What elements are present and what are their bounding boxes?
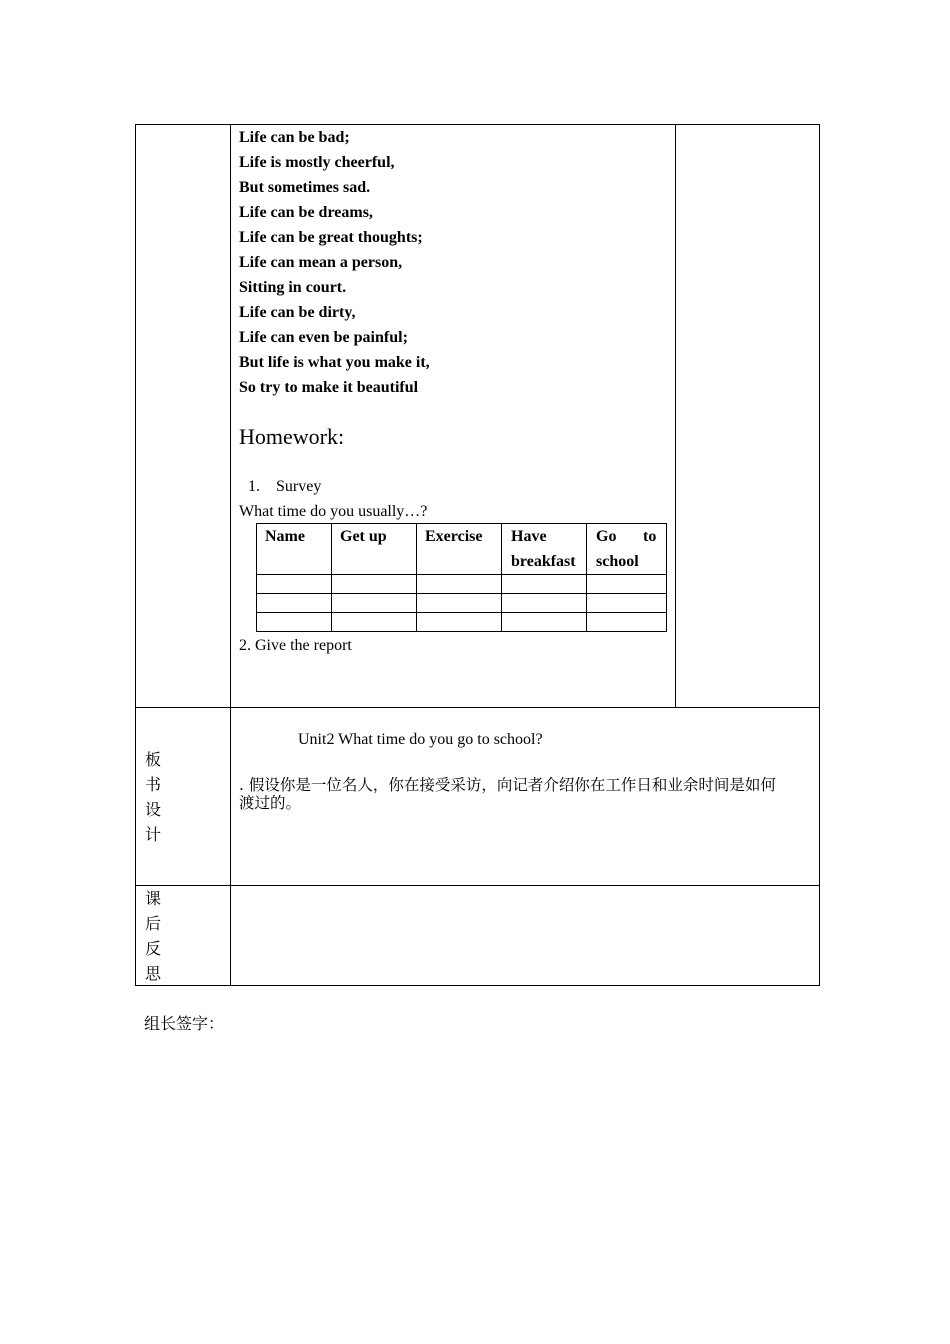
homework-item-survey: Survey — [276, 478, 322, 495]
table-column-divider — [230, 124, 231, 986]
survey-header-have-breakfast-line2: breakfast — [511, 553, 576, 570]
survey-header-have-breakfast-line1: Have — [511, 528, 547, 545]
survey-table-border-right — [666, 523, 667, 632]
table-border-bottom — [135, 985, 820, 986]
survey-header-to: to — [643, 528, 657, 545]
survey-header-name: Name — [265, 528, 305, 545]
poem-line: Life can be dirty, — [239, 304, 356, 321]
label-char: 板 — [145, 750, 162, 769]
poem-line: Life can be dreams, — [239, 204, 373, 221]
survey-table-col-divider — [586, 523, 587, 632]
table-divider-2 — [135, 885, 820, 886]
poem-line: Life can even be painful; — [239, 329, 408, 346]
poem-line: Life is mostly cheerful, — [239, 154, 395, 171]
survey-table-row-divider — [256, 612, 667, 613]
survey-table-col-divider — [501, 523, 502, 632]
survey-table-col-divider — [416, 523, 417, 632]
label-char: 书 — [145, 775, 162, 794]
table-border-right — [819, 124, 820, 986]
table-border-left — [135, 124, 136, 986]
survey-header-go: Go — [596, 528, 617, 545]
poem-line: Sitting in court. — [239, 279, 347, 296]
table-right-column-divider — [675, 124, 676, 708]
survey-header-get-up: Get up — [340, 528, 387, 545]
label-char: 后 — [145, 914, 162, 933]
poem-line: Life can mean a person, — [239, 254, 403, 271]
survey-question: What time do you usually…? — [239, 503, 428, 520]
label-char: 反 — [145, 939, 162, 958]
survey-header-school: school — [596, 553, 639, 570]
label-char: 设 — [145, 800, 162, 819]
blackboard-title: Unit2 What time do you go to school? — [298, 731, 543, 748]
homework-heading: Homework: — [239, 424, 345, 449]
label-char: 思 — [145, 964, 162, 983]
survey-header-exercise: Exercise — [425, 528, 483, 545]
survey-table-header-divider — [256, 574, 667, 575]
poem-line: Life can be bad; — [239, 129, 350, 146]
survey-table-border-left — [256, 523, 257, 632]
homework-item-number: 1. — [248, 478, 260, 495]
poem-line: But sometimes sad. — [239, 179, 371, 196]
group-leader-signature-label: 组长签字： — [144, 1014, 225, 1033]
survey-table-row-divider — [256, 593, 667, 594]
table-border-top — [135, 124, 820, 125]
poem-line: So try to make it beautiful — [239, 379, 419, 396]
poem-line: But life is what you make it, — [239, 354, 430, 371]
table-divider-1 — [135, 707, 820, 708]
poem-line: Life can be great thoughts; — [239, 229, 423, 246]
blackboard-task-line2: 渡过的。 — [239, 794, 302, 812]
reflection-content — [239, 890, 814, 980]
label-char: 计 — [145, 825, 162, 844]
label-char: 课 — [145, 889, 162, 908]
survey-table-col-divider — [331, 523, 332, 632]
homework-item-report: 2. Give the report — [239, 637, 352, 654]
survey-table-border-bottom — [256, 631, 667, 632]
blackboard-task-line1: . 假设你是一位名人，你在接受采访，向记者介绍你在工作日和业余时间是如何 — [239, 776, 776, 794]
